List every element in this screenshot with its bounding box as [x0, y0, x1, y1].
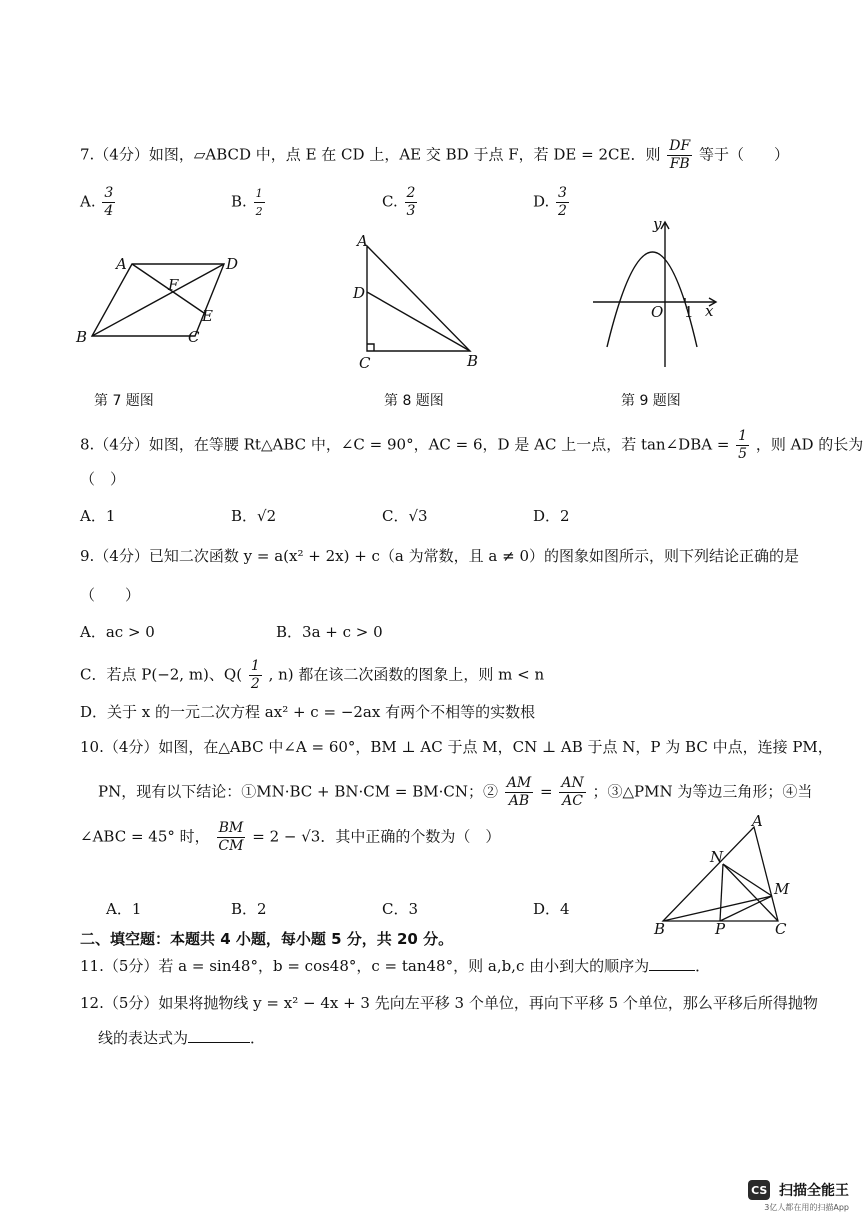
q12-stem-2: 线的表达式为 ．	[98, 1029, 266, 1047]
q8-option-b: B．√2	[231, 507, 277, 525]
figure-7-parallelogram	[70, 245, 260, 355]
label-e: E	[202, 307, 213, 325]
q11-answer-blank[interactable]	[649, 956, 695, 971]
label-d: D	[353, 284, 366, 302]
label-f: F	[168, 276, 179, 294]
q9-option-d: D．关于 x 的一元二次方程 ax² + c = −2ax 有两个不相等的实数根	[80, 703, 536, 721]
altitude-bm	[663, 896, 772, 921]
altitude-cn	[723, 864, 778, 921]
q10-option-d: D．4	[533, 900, 570, 918]
q10-stem-1: 10.（4分）如图，在△ABC 中∠A = 60°，BM ⊥ AC 于点 M，CN ⊥ AB 于点 N，P 为 BC 中点，连接 PM，	[80, 738, 833, 756]
label-d: D	[226, 255, 239, 273]
q8-text-b: ，则 AD 的长为	[755, 435, 864, 454]
q9-stem: 9.（4分）已知二次函数 y = a(x² + 2x) + c（a 为常数，且 a ≠ 0）的图象如图所示，则下列结论正确的是	[80, 547, 800, 565]
q7-stem	[80, 138, 789, 173]
fig8-caption: 第 8 题图	[384, 393, 444, 409]
label-c: C	[188, 328, 200, 346]
q7-option-c: C. $\frac{2}{3}$	[382, 185, 416, 219]
label-b: B	[654, 920, 666, 938]
figure-8-right-triangle	[345, 228, 495, 373]
q8-fraction: $\frac{1}{5}$	[738, 428, 748, 462]
label-a: A	[752, 812, 763, 830]
label-a: A	[116, 255, 127, 273]
q7-fraction: $\frac{DF}{FB}$	[669, 138, 691, 172]
fig9-caption: 第 9 题图	[621, 393, 681, 409]
q12-answer-blank[interactable]	[188, 1028, 250, 1043]
q7-text-b: 等于（ ）	[698, 145, 789, 164]
label-p: P	[715, 920, 726, 938]
q7-option-b: B. $\frac{1}{2}$	[231, 187, 263, 218]
q8-text-a: 8.（4分）如图，在等腰 Rt△ABC 中，∠C = 90°，AC = 6，D 是 AC 上一点，若 tan∠DBA =	[80, 435, 730, 454]
right-angle-mark	[367, 344, 374, 351]
label-y: y	[653, 215, 662, 233]
q10-fraction-am-ab: $\frac{AM}{AB}$	[506, 775, 532, 809]
segment-pn	[720, 864, 723, 921]
cs-logo-icon: CS	[748, 1180, 770, 1200]
q8-option-c: C．√3	[382, 507, 428, 525]
watermark-name: 扫描全能王	[779, 1183, 849, 1199]
q10-fraction-bm-cm: $\frac{BM}{CM}$	[218, 820, 244, 854]
q10-option-a: A．1	[106, 900, 142, 918]
q12-stem-1: 12.（5分）如果将抛物线 y = x² − 4x + 3 先向左平移 3 个单位，再向下平移 5 个单位，那么平移后所得抛物	[80, 994, 818, 1012]
figure-10-triangle	[650, 812, 800, 940]
scanner-watermark	[748, 1180, 849, 1213]
label-c: C	[359, 354, 371, 372]
q10-option-b: B．2	[231, 900, 267, 918]
segment-bd	[367, 292, 470, 351]
segment-pm	[720, 896, 772, 921]
q9-paren: （ ）	[80, 586, 141, 604]
label-b: B	[467, 352, 479, 370]
q10-fraction-an-ac: $\frac{AN}{AC}$	[561, 775, 584, 809]
watermark-subtitle: 3亿人都在用的扫描App	[764, 1203, 849, 1212]
q7-option-a: A. $\frac{3}{4}$	[80, 185, 114, 219]
q11-stem: 11.（5分）若 a = sin48°，b = cos48°，c = tan48°，则 a,b,c 由小到大的顺序为 ．	[80, 957, 711, 975]
parabola-curve	[607, 252, 697, 347]
q8-stem	[80, 428, 863, 463]
label-origin: O	[651, 303, 664, 321]
fig7-caption: 第 7 题图	[94, 393, 154, 409]
q7-text-a: 7.（4分）如图，▱ABCD 中，点 E 在 CD 上，AE 交 BD 于点 F，若 DE = 2CE．则	[80, 145, 661, 164]
figure-9-parabola	[585, 215, 725, 375]
q9-option-a: A．ac > 0	[80, 623, 155, 641]
label-c: C	[775, 920, 787, 938]
q7-option-d: D. $\frac{3}{2}$	[533, 185, 567, 219]
label-n: N	[710, 848, 724, 866]
label-a: A	[357, 232, 368, 250]
q10-option-c: C．3	[382, 900, 419, 918]
label-one: 1	[684, 303, 694, 321]
section-2-title: 二、填空题：本题共 4 小题，每小题 5 分，共 20 分。	[80, 930, 454, 948]
q9-option-b: B．3a + c > 0	[276, 623, 383, 641]
q9-option-c: C．若点 P(−2, m)、Q( $\frac{1}{2}$ , n) 都在该二次函数的图象上，则 m < n	[80, 658, 545, 692]
q8-paren: （ ）	[80, 470, 126, 488]
q10-stem-3: ∠ABC = 45° 时， $\frac{BM}{CM}$ = 2 − √3．其中正确的个数为（ ）	[80, 820, 501, 854]
label-b: B	[76, 328, 88, 346]
triangle-abc	[367, 246, 470, 351]
q8-option-d: D．2	[533, 507, 570, 525]
q8-option-a: A．1	[80, 507, 116, 525]
q10-stem-2: PN，现有以下结论：①MN·BC + BN·CM = BM·CN；② $\frac{AM}{AB}$ = $\frac{AN}{AC}$ ；③△PMN 为等边三角形；④当	[98, 775, 813, 809]
label-x: x	[705, 302, 714, 320]
label-m: M	[774, 880, 790, 898]
